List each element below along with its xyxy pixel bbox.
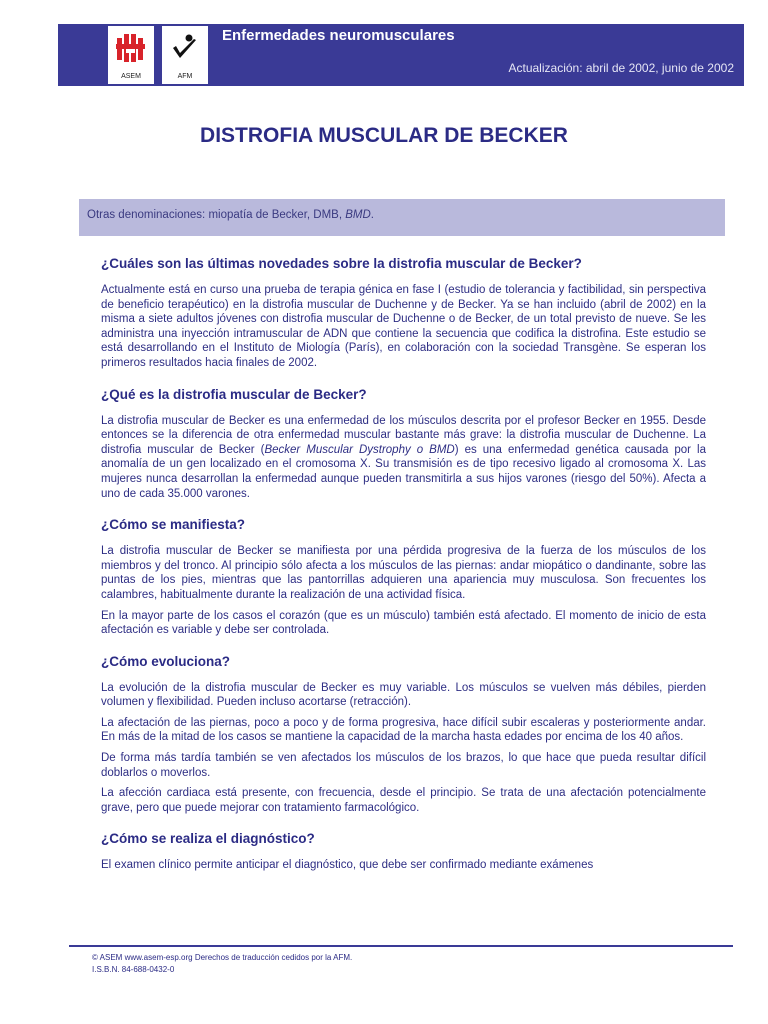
afm-logo-label: AFM [177,73,193,80]
asem-logo-label: ASEM [121,73,141,80]
footer-copyright: © ASEM www.asem-esp.org Derechos de traducción cedidos por la AFM. [92,953,353,962]
alt-names-box [79,199,725,236]
paragraph: La evolución de la distrofia muscular de Becker es muy variable. Los músculos se vuelven más débiles, pierden volumen y flexibilidad. Pueden incluso acortarse (retracción). [101,681,706,709]
afm-logo [162,26,208,84]
footer-isbn: I.S.B.N. 84-688-0432-0 [92,965,175,974]
section-heading-evoluciona: ¿Cómo evoluciona? [101,653,231,669]
alt-names-suffix: . [370,209,374,221]
footer [92,952,352,976]
page-title: DISTROFIA MUSCULAR DE BECKER [200,124,568,147]
afm-logo-icon [170,32,200,66]
alt-names-italic: BMD [345,209,371,221]
section-heading-diagnostico: ¿Cómo se realiza el diagnóstico? [101,831,315,847]
paragraph: La afectación de las piernas, poco a poco y de forma progresiva, hace difícil subir escaleras y posteriormente andar. En más de la mitad de los casos se mantiene la capacidad de la marcha hasta edades por encima de los 40 años. [101,716,706,744]
paragraph-part: La distrofia muscular de Becker es una enfermedad de los músculos descrita por el profesor Becker en 1955. Desde entonces se la diferencia de otra enfermedad muscular bastante más grave: la distrofia muscular de Duchenne. La distrofia muscular de Becker ( [101,414,706,456]
section-heading-novedades: ¿Cuáles son las últimas novedades sobre la distrofia muscular de Becker? [101,256,582,271]
header-title: Enfermedades neuromusculares [222,27,455,44]
section-heading-manifiesta: ¿Cómo se manifiesta? [101,517,246,533]
paragraph: De forma más tardía también se ven afectados los músculos de los brazos, lo que hace que pueda resultar difícil doblarlos o moverlos. [101,752,706,779]
paragraph: El examen clínico permite anticipar el diagnóstico, que debe ser confirmado mediante exámenes [101,859,594,872]
alt-names-text [87,209,374,221]
paragraph-part: ) es una enfermedad genética causada por la anomalía de un gen localizado en el cromosoma X. Su transmisión es de tipo recesivo ligado al cromosoma X. Las mujeres nunca desarrollan la enfermedad aunque pueden transmitirla a sus hijos varones (riesgo del 50%). Afecta a uno de cada 35.000 varones. [101,443,706,500]
asem-logo-icon [116,32,146,66]
asem-logo [108,26,154,84]
section-heading-que-es: ¿Qué es la distrofia muscular de Becker? [101,386,367,402]
paragraph: La afección cardiaca está presente, con frecuencia, desde el principio. Se trata de una afectación potencialmente grave, pero que puede mejorar con tratamiento farmacológico. [101,787,706,814]
paragraph: La distrofia muscular de Becker se manifiesta por una pérdida progresiva de la fuerza de los músculos de los miembros y del tronco. Al principio sólo afecta a los músculos de las piernas: andar miopático o dandinante, sobre las puntas de los pies, mientras que las pantorrillas adquieren una apariencia muy musculosa. Son frecuentes los calambres, habitualmente durante la realización de una actividad física. [101,545,706,601]
main-content [101,256,706,879]
paragraph [101,414,706,502]
paragraph: Actualmente está en curso una prueba de terapia génica en fase I (estudio de tolerancia y factibilidad, sin perspectiva de beneficio terapéutico) en la distrofia muscular de Duchenne y de Becker. Ya se han incluido (abril de 2002) en la misma a siete adultos jóvenes con distrofia muscular de Duchenne o de Becker, de un total previsto de nueve. Se les administra una inyección intramuscular de ADN que contiene la secuencia que codifica la distrofina. Este estudio se está desarrollando en el Instituto de Miología (París), en colaboración con la sociedad Transgène. Se esperan los primeros resultados hacia finales de 2002. [101,284,706,369]
update-date: Actualización: abril de 2002, junio de 2002 [508,61,734,75]
header-band [58,24,744,86]
paragraph: En la mayor parte de los casos el corazón (que es un músculo) también está afectado. El momento de inicio de esta afectación es variable y debe ser controlada. [101,609,706,637]
alt-names-main: Otras denominaciones: miopatía de Becker, DMB, [87,209,346,221]
paragraph-italic: Becker Muscular Dystrophy o BMD [264,443,455,456]
footer-divider [69,945,733,947]
